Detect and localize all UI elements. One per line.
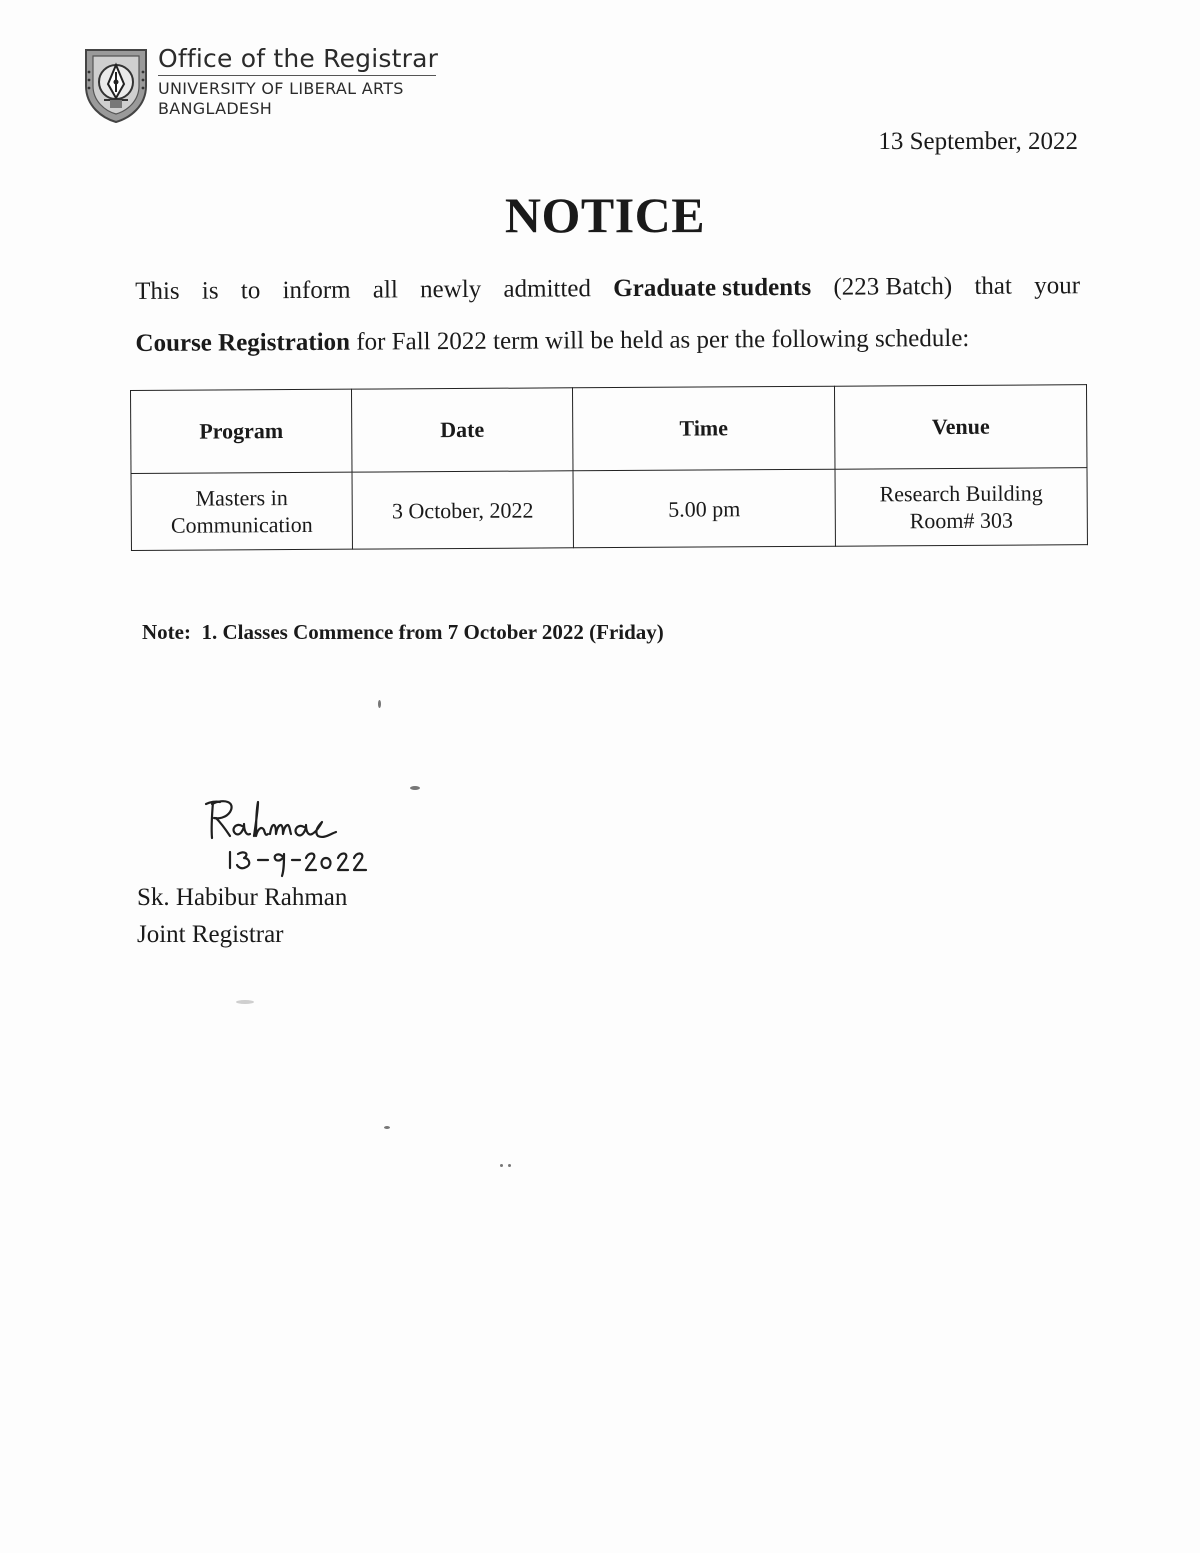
scan-speck bbox=[378, 700, 381, 708]
cell-date: 3 October, 2022 bbox=[352, 471, 573, 549]
cell-venue bbox=[835, 468, 1087, 547]
body-word: inform bbox=[282, 276, 351, 305]
scan-speck bbox=[236, 1000, 254, 1004]
program-line-1: Masters in bbox=[195, 485, 288, 511]
handwritten-signature bbox=[196, 792, 396, 882]
scan-speck bbox=[384, 1126, 390, 1129]
note-text: 1. Classes Commence from 7 October 2022 (Friday) bbox=[201, 620, 664, 644]
body-line-2 bbox=[135, 312, 1080, 370]
notice-body bbox=[135, 260, 1081, 370]
schedule-table-wrapper bbox=[130, 384, 1087, 551]
letterhead-rule bbox=[158, 75, 436, 76]
header-venue: Venue bbox=[834, 385, 1087, 470]
cell-program bbox=[131, 472, 352, 550]
scan-speck bbox=[500, 1164, 503, 1167]
batch-text: (223 Batch) bbox=[833, 273, 953, 301]
scan-speck bbox=[508, 1164, 511, 1167]
body-word: your bbox=[1034, 272, 1081, 300]
signer-name: Sk. Habibur Rahman bbox=[137, 884, 348, 911]
graduate-students-emphasis: Graduate students bbox=[613, 273, 812, 303]
office-title: Office of the Registrar bbox=[158, 44, 439, 73]
university-name: UNIVERSITY OF LIBERAL ARTS bbox=[158, 79, 404, 98]
notice-date: 13 September, 2022 bbox=[878, 128, 1078, 155]
body-word: to bbox=[240, 277, 261, 305]
cell-time: 5.00 pm bbox=[573, 469, 835, 548]
note bbox=[142, 620, 664, 645]
body-word: This bbox=[135, 277, 180, 305]
body-word: is bbox=[201, 277, 219, 305]
venue-line-2: Room# 303 bbox=[909, 507, 1014, 534]
university-seal-icon bbox=[80, 46, 152, 124]
table-row bbox=[131, 468, 1087, 551]
scan-speck bbox=[410, 786, 420, 790]
header-time: Time bbox=[572, 386, 835, 471]
venue-line-1: Research Building bbox=[879, 480, 1043, 507]
notice-title: NOTICE bbox=[504, 187, 706, 243]
table-header-row bbox=[131, 385, 1087, 474]
signer-title: Joint Registrar bbox=[137, 921, 284, 948]
body-word: admitted bbox=[503, 275, 592, 303]
schedule-table bbox=[130, 384, 1088, 551]
program-line-2: Communication bbox=[170, 511, 313, 538]
course-registration-emphasis: Course Registration bbox=[135, 328, 351, 357]
note-label: Note: bbox=[142, 620, 191, 644]
body-line-2-text: for Fall 2022 term will be held as per the following schedule: bbox=[349, 324, 970, 356]
body-word: that bbox=[974, 272, 1013, 300]
body-line-1 bbox=[135, 260, 1080, 318]
header-program: Program bbox=[131, 389, 353, 473]
university-country: BANGLADESH bbox=[158, 99, 273, 118]
body-word: all bbox=[372, 276, 398, 304]
letterhead bbox=[80, 44, 460, 124]
header-date: Date bbox=[351, 388, 573, 472]
body-word: newly bbox=[420, 275, 482, 304]
